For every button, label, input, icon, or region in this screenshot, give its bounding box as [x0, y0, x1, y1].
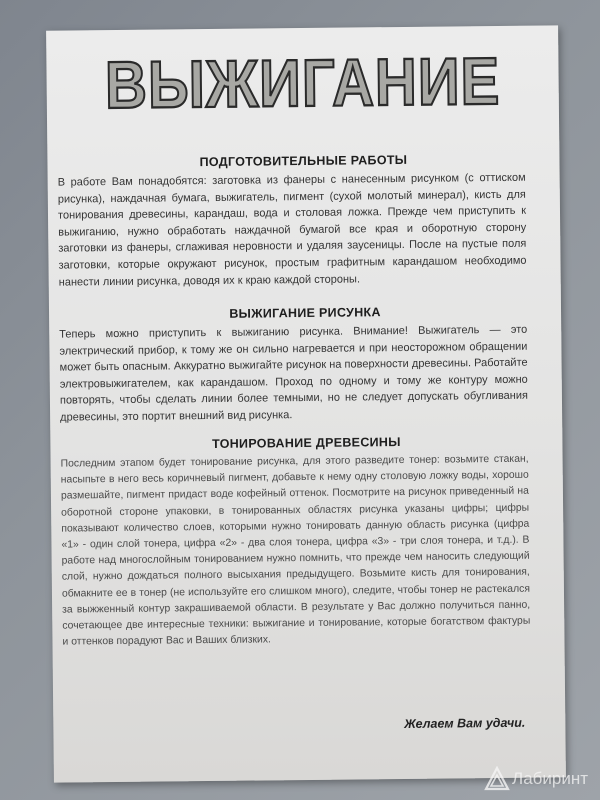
labyrinth-logo-icon [484, 766, 510, 792]
section-title-burning: ВЫЖИГАНИЕ РИСУНКА [229, 305, 381, 321]
section-text-preparation: В работе Вам понадобятся: заготовка из фанеры с нанесенным рисунком (с оттиском рисунка), наждачная бумага, выжигатель, пигмент (сухой молотый минерал), кисть для тонирования древесины, карандаш, вода и столовая ложка. Прежде чем приступить к выжиганию, нужно обработать наждачной бумагой все края и оборотную сторону заготовки из фанеры, сглаживая неровности и удаляя заусеницы. После на пустые поля заготовки, которые окружают рисунок, простым графитным карандашом необходимо нанести линии рисунка, доводя их к краю каждой стороны. [57, 171, 527, 289]
section-title-toning: ТОНИРОВАНИЕ ДРЕВЕСИНЫ [211, 435, 401, 451]
instruction-sheet [46, 25, 566, 782]
section-text-toning: Последним этапом будет тонирование рисунка, для этого разведите тонер: возьмите стакан, насыпьте в него весь коричневый пигмент, добавьте к нему одну столовую ложку воды, хорошо размешайте, пигмент придаст воде кофейный оттенок. Посмотрите на рисунок приведенный на оборотной стороне упаковки, в тонированных областях рисунка указаны цифры; цифры показывают количество слоев, которыми нужно тонировать данную область рисунка (цифра «1» - один слой тонера, цифра «2» - два слоя тонера, цифра «3» - три слоя тонера, и т.д.). В работе над многослойным тонированием нужно помнить, что прежде чем наносить следующий слой, нужно дождаться полного высыхания предыдущего. Возьмите кисть для тонирования, обмакните ее в тонер (не используйте его слишком много), следите, чтобы тонер не растекался за выжженный контур закрашиваемой области. В результате у Вас должно получиться панно, сочетающее две интересные техники: выжигание и тонирование, которые богатством фактуры и оттенков порадуют Вас и Ваших близких. [60, 453, 531, 648]
watermark [484, 766, 588, 792]
closing-wish: Желаем Вам удачи. [404, 715, 526, 731]
watermark-text: Лабиринт [512, 769, 588, 788]
section-title-preparation: ПОДГОТОВИТЕЛЬНЫЕ РАБОТЫ [199, 152, 408, 170]
section-text-burning: Теперь можно приступить к выжиганию рисунка. Внимание! Выжигатель — это электрический прибор, к тому же он сильно нагревается и при неосторожном обращении может быть опасным. Аккуратно выжигайте рисунок на поверхности древесины. Работайте электровыжигателем, как карандашом. Проход по одному и тому же контуру можно повторять, чтобы сделать линии более темными, но не следует допускать обугливания древесины, это портит внешний вид рисунка. [59, 323, 528, 424]
page-title: ВЫЖИГАНИЕ [104, 44, 501, 123]
